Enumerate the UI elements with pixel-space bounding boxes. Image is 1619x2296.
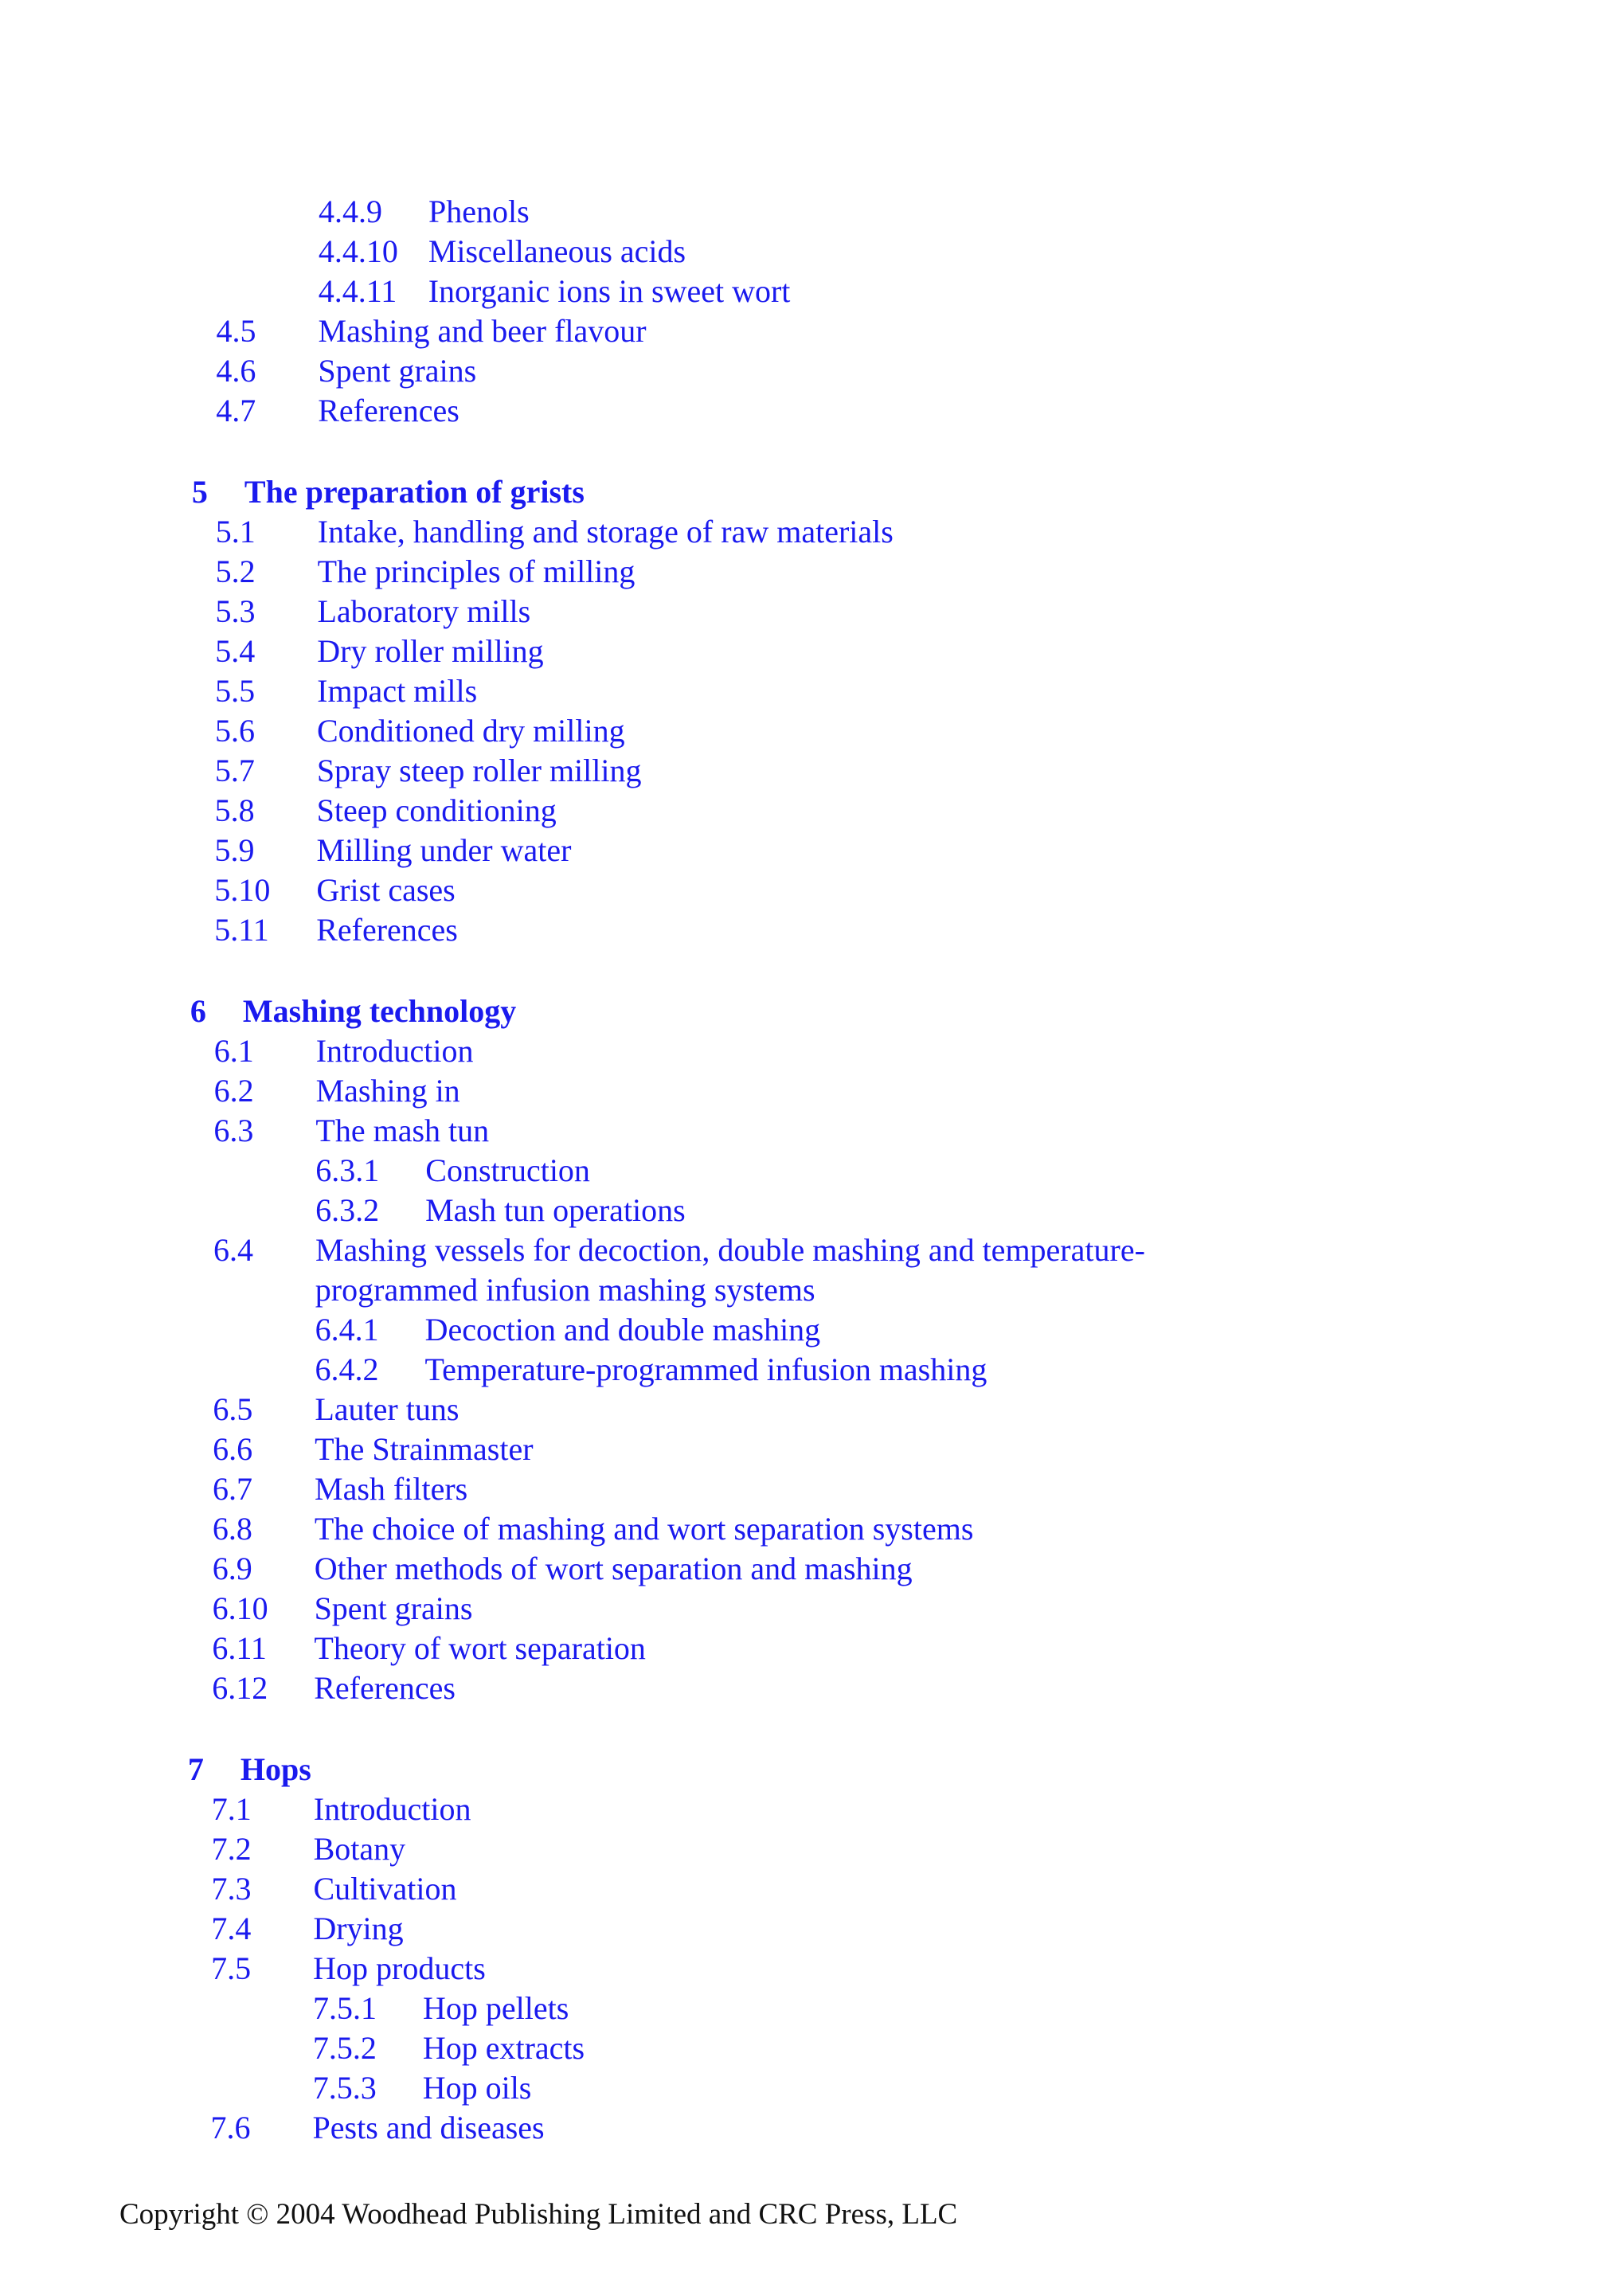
toc-entry-number: 7.5.3 [312,2070,377,2106]
toc-entry-number: 6.11 [212,1630,267,1666]
toc-entry-title: Hop products [313,1950,486,1986]
toc-entry-title: Theory of wort separation [314,1630,646,1666]
toc-entry-title: References [318,393,459,428]
toc-entry-title: Impact mills [317,673,478,709]
toc-entry-title: Hop extracts [422,2030,585,2066]
toc-entry-number: 4.5 [216,313,256,349]
toc-entry-title: Conditioned dry milling [316,713,625,749]
toc-entry-number: 5.5 [215,673,256,709]
toc-entry-number: 6.6 [213,1431,253,1467]
toc-entry-title: Intake, handling and storage of raw materials [317,514,894,550]
toc-entry-number: 5.7 [214,753,255,788]
toc-entry-number: 7.4 [211,1911,252,1946]
toc-entry-number: 6.4.2 [315,1351,379,1387]
toc-entry-number: 7.5 [211,1950,252,1986]
toc-entry-number: 7.1 [211,1791,252,1827]
toc-entry-title: Phenols [428,194,530,229]
toc-entry-title: Steep conditioning [316,792,557,828]
toc-entry-title: Mash tun operations [425,1192,686,1228]
toc-entry-number: 7.5.1 [313,1990,377,2026]
toc-entry-number: 6.12 [212,1670,268,1706]
toc-entry-number: 6.7 [213,1471,253,1507]
toc-entry-number: 6 [190,993,206,1029]
toc-entry-title: References [316,912,458,948]
toc-entry-number: 4.7 [216,393,256,428]
toc-entry-number: 6.3 [213,1113,254,1148]
toc-entry-number: 5.2 [215,553,256,589]
toc-entry-number: 5.1 [215,514,256,550]
toc-entry-title: Drying [313,1911,404,1946]
toc-entry-number: 5.3 [215,593,256,629]
toc-entry-title: Inorganic ions in sweet wort [428,273,791,309]
toc-entry-number: 6.1 [213,1033,254,1069]
toc-entry-title: References [314,1670,456,1706]
toc-entry-title: Other methods of wort separation and mashing [314,1551,913,1586]
toc-entry-title: The preparation of grists [244,474,585,510]
toc-entry-title: The principles of milling [317,553,635,589]
toc-entry-title: Miscellaneous acids [428,233,686,269]
toc-entry-number: 6.3.1 [315,1152,380,1188]
toc-entry-number: 6.2 [213,1073,254,1109]
toc-entry-number: 7 [187,1751,204,1787]
toc-entry-number: 6.4.1 [315,1312,379,1347]
toc-entry-number: 6.5 [213,1391,253,1427]
toc-entry-title: Spent grains [314,1590,473,1626]
toc-entry-title: Hops [240,1751,311,1787]
toc-entry-number: 6.8 [212,1511,252,1547]
toc-entry-title: Grist cases [316,872,456,908]
toc-entry-number: 5.10 [214,872,271,908]
toc-entry-title: Decoction and double mashing [424,1312,821,1347]
toc-entry-number: 4.4.11 [318,273,397,309]
toc-entry-title: Spray steep roller milling [316,753,642,788]
toc-entry-number: 4.4.10 [318,233,398,269]
toc-entry-number: 7.5.2 [312,2030,377,2066]
toc-entry-number: 4.6 [216,353,256,389]
toc-entry-number: 5.6 [214,713,255,749]
toc-entry-number: 6.4 [213,1232,253,1268]
toc-entry-title: Hop pellets [423,1990,569,2026]
toc-entry-title: The Strainmaster [315,1431,534,1467]
toc-entry-number: 5.9 [214,832,255,868]
toc-entry-number: 5.4 [215,633,256,669]
toc-entry-number: 5.11 [214,912,269,948]
copyright-footer: Copyright © 2004 Woodhead Publishing Limited and CRC Press, LLC [119,2198,958,2231]
toc-entry-title: The mash tun [315,1113,490,1148]
toc-entry-title: Temperature-programmed infusion mashing [424,1351,987,1387]
toc-entry-title: Mashing in [315,1073,460,1109]
toc-entry-title: Lauter tuns [315,1391,459,1427]
toc-entry-title: Milling under water [316,832,572,868]
toc-entry-number: 6.9 [212,1551,252,1586]
toc-entry-number: 6.10 [212,1590,268,1626]
toc-entry-number: 7.6 [210,2110,251,2145]
toc-entry-number: 4.4.9 [319,194,382,229]
toc-entry-title: Construction [425,1152,590,1188]
toc-entry-title: Dry roller milling [317,633,544,669]
toc-entry-number: 7.3 [211,1871,252,1907]
toc-entry-number: 5 [191,474,208,510]
toc-entry-title: Introduction [315,1033,474,1069]
toc-entry-number: 6.3.2 [315,1192,380,1228]
toc-entry-title: programmed infusion mashing systems [315,1272,815,1308]
toc-entry-number: 7.2 [211,1831,252,1867]
toc-entry-title: Introduction [313,1791,471,1827]
toc-entry-title: Cultivation [313,1871,457,1907]
toc-entry-title: Pests and diseases [312,2110,545,2145]
toc-entry-title: Spent grains [318,353,477,389]
toc-entry-title: Mashing technology [242,993,517,1029]
toc-entry-title: Mash filters [315,1471,468,1507]
toc-entry-number: 5.8 [214,792,255,828]
toc-entry-title: Mashing vessels for decoction, double mashing and temperature- [315,1232,1145,1268]
toc-entry-title: Laboratory mills [317,593,531,629]
toc-entry-title: Hop oils [422,2070,532,2106]
toc-entry-title: Mashing and beer flavour [318,313,647,349]
toc-entry-title: The choice of mashing and wort separation systems [314,1511,974,1547]
toc-entry-title: Botany [313,1831,406,1867]
